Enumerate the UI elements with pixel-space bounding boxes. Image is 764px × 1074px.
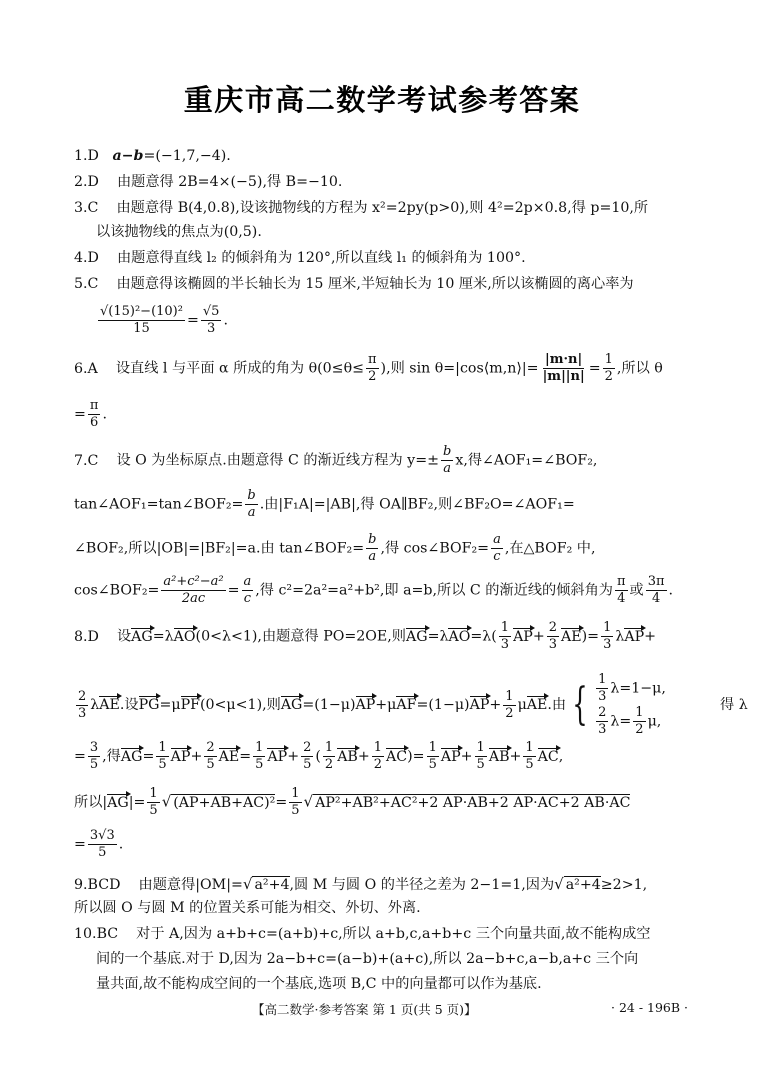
answer-number: 1.D (74, 148, 99, 164)
sqrt-icon: √ (554, 875, 564, 893)
equation-system: $\frac{1}{3}$ λ=1−μ, $\frac{2}{3}$ λ= $\frac{1}{2}$ μ, (598, 672, 666, 737)
answer-8-line5: = $\frac{3√3}{5}$ . (74, 828, 124, 860)
answer-3: 3.C 由题意得 B(4,0.8),设该抛物线的方程为 x²=2py(p>0),则 4²=2p×0.8,得 p=10,所 (74, 200, 649, 216)
answer-8-line2: $\frac{2}{3}$ λAE.设PG=μPF(0<μ<1),则AG=(1−μ)AP+μAF=(1−μ)AP+ $\frac{1}{2}$ μAE.由 { $\frac{1}{3}$ λ=1−μ, $\frac{2}{3}$ λ= $\frac{1}{2}$ μ, 得 λ (78, 672, 748, 737)
brace-icon: { (572, 679, 588, 730)
page-title: 重庆市高二数学考试参考答案 (183, 83, 581, 117)
answer-9: 9.BCD 由题意得|OM|=√ a²+4,圆 M 与圆 O 的半径之差为 2−1=1,因为√ a²+4≥2>1, (74, 875, 648, 893)
footer-page-info: 【高二数学·参考答案 第 1 页(共 5 页)】 (252, 1002, 477, 1017)
fraction: $\frac{\text{√(15)²−(10)²}}{15}$ (100, 304, 183, 336)
answer-8: 8.D 设AG=λAO(0<λ<1),由题意得 PO=2OE,则AG=λAO=λ( $\frac{1}{3}$ AP+ $\frac{2}{3}$ AE)= $\frac{1}{3}$ λAP+ (74, 620, 657, 652)
answer-8-line4: 所以|AG|= $\frac{1}{5}$ √ (AP+AB+AC)²= $\frac{1}{5}$ √ AP²+AB²+AC²+2 AP·AB+2 AP·AC+2 AB·AC (74, 786, 631, 818)
answer-7: 7.C 设 O 为坐标原点.由题意得 C 的渐近线方程为 y=± $\frac{b}{a}$ x,得∠AOF₁=∠BOF₂, (74, 444, 598, 476)
answer-5: 5.C 由题意得该椭圆的半长轴长为 15 厘米,半短轴长为 10 厘米,所以该椭圆的离心率为 (74, 276, 634, 292)
answer-9-cont: 所以圆 O 与圆 M 的位置关系可能为相交、外切、外离. (74, 900, 421, 916)
answer-4: 4.D 由题意得直线 l₂ 的倾斜角为 120°,所以直线 l₁ 的倾斜角为 100°. (74, 250, 526, 266)
answer-1: 1.D a−b=(−1,7,−4). (74, 148, 231, 164)
sqrt-icon: √ (303, 792, 314, 811)
answer-10-line3: 量共面,故不能构成空间的一个基底,选项 B,C 中的向量都可以作为基底. (96, 976, 542, 992)
sqrt-icon: √ (242, 875, 253, 893)
answer-7-line4: cos∠BOF₂= $\frac{\text{a²+c²−a²}}{2ac}$ = $\frac{a}{c}$ ,得 c²=2a²=a²+b²,即 a=b,所以 C 的渐近线的倾斜角为 $\frac{\pi}{4}$ 或 $\frac{3\pi}{4}$ . (74, 574, 674, 606)
answer-5-formula: $\frac{\text{√(15)²−(10)²}}{15}$ = $\frac{√5}{3}$ . (100, 304, 228, 336)
sqrt-icon: √ (161, 792, 172, 811)
answer-6-cont: = $\frac{\pi}{6}$ . (74, 398, 107, 430)
answer-3-cont: 以该抛物线的焦点为(0,5). (96, 224, 262, 240)
answer-10-line2: 间的一个基底.对于 D,因为 2a−b+c=(a−b)+(a+c),所以 2a−b+c,a−b,a+c 三个向 (96, 951, 639, 967)
answer-6: 6.A 设直线 l 与平面 α 所成的角为 θ(0≤θ≤ $\frac{\pi}{2}$ ),则 sin θ=|cos⟨m,n⟩|= $\frac{|m\cdot n|}{|m||n|}$ = $\frac{1}{2}$ ,所以 θ (74, 352, 663, 384)
answer-10: 10.BC 对于 A,因为 a+b+c=(a+b)+c,所以 a+b,c,a+b+c 三个向量共面,故不能构成空 (74, 926, 651, 942)
answer-7-line3: ∠BOF₂,所以|OB|=|BF₂|=a.由 tan∠BOF₂= $\frac{b}{a}$ ,得 cos∠BOF₂= $\frac{a}{c}$ ,在△BOF₂ 中, (74, 532, 596, 564)
footer-code: · 24 - 196B · (611, 1000, 689, 1015)
answer-8-line3: = $\frac{3}{5}$ ,得AG= $\frac{1}{5}$ AP+ $\frac{2}{5}$ AE= $\frac{1}{5}$ AP+ $\frac{2}{5}$ ( $\frac{1}{2}$ AB+ $\frac{1}{2}$ AC)= $\frac{1}{5}$ AP+ $\frac{1}{5}$ AB+ $\frac{1}{5}$ AC, (74, 740, 564, 772)
answer-2: 2.D 由题意得 2B=4×(−5),得 B=−10. (74, 174, 343, 190)
answer-7-line2: tan∠AOF₁=tan∠BOF₂= $\frac{b}{a}$ .由|F₁A|=|AB|,得 OA∥BF₂,则∠BF₂O=∠AOF₁= (74, 488, 575, 520)
